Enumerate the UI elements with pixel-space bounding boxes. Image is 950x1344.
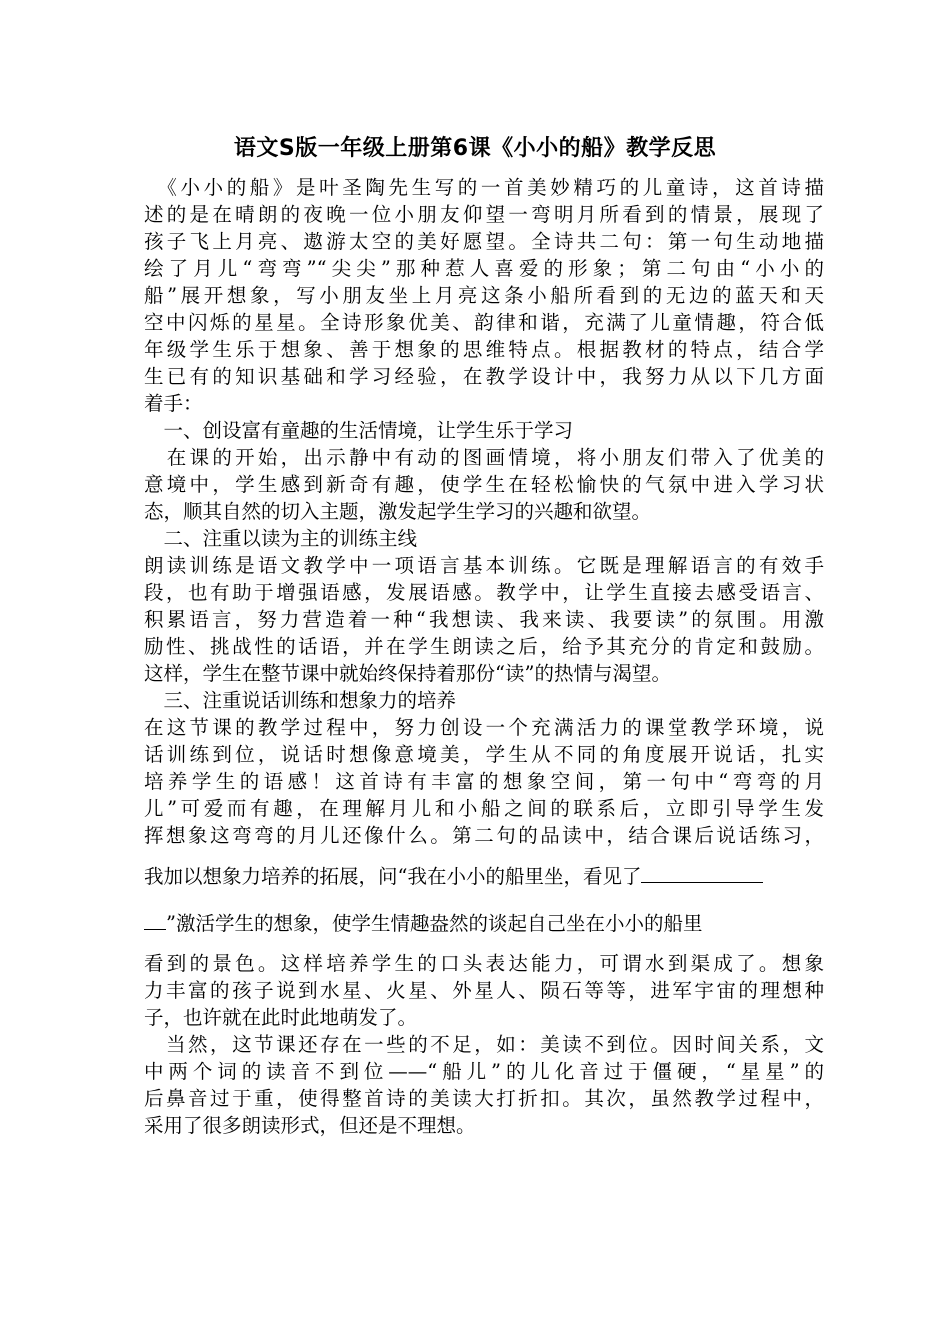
document-title: 语文S版一年级上册第6课《小小的船》教学反思 bbox=[233, 136, 717, 161]
paragraph-line: 培养学生的语感！这首诗有丰富的想象空间，第一句中“弯弯的月 bbox=[144, 770, 824, 793]
paragraph-line: 这样，学生在整节课中就始终保持着那份“读”的热情与渴望。 bbox=[144, 662, 671, 685]
paragraph-line: 看到的景色。这样培养学生的口头表达能力，可谓水到渠成了。想象 bbox=[144, 952, 824, 975]
paragraph-line: 儿”可爱而有趣，在理解月儿和小船之间的联系后，立即引导学生发 bbox=[144, 797, 824, 820]
paragraph-line: 在课的开始，出示静中有动的图画情境，将小朋友们带入了优美的 bbox=[144, 446, 824, 469]
fill-in-blank bbox=[144, 909, 166, 930]
paragraph-line: 年级学生乐于想象、善于想象的思维特点。根据教材的特点，结合学 bbox=[144, 338, 824, 361]
paragraph-line: 励性、挑战性的话语，并在学生朗读之后，给予其充分的肯定和鼓励。 bbox=[144, 635, 824, 658]
paragraph-line: 船”展开想象，写小朋友坐上月亮这条小船所看到的无边的蓝天和天 bbox=[144, 284, 824, 307]
paragraph-line: 在这节课的教学过程中，努力创设一个充满活力的课堂教学环境，说 bbox=[144, 716, 824, 739]
paragraph-line: 朗读训练是语文教学中一项语言基本训练。它既是理解语言的有效手 bbox=[144, 554, 824, 577]
paragraph-line: 力丰富的孩子说到水星、火星、外星人、陨石等等，进军宇宙的理想种 bbox=[144, 979, 824, 1002]
paragraph-line: 采用了很多朗读形式，但还是不理想。 bbox=[144, 1114, 476, 1137]
paragraph-line: 生已有的知识基础和学习经验，在教学设计中，我努力从以下几方面 bbox=[144, 365, 824, 388]
paragraph-line: 当然，这节课还存在一些的不足，如：美读不到位。因时间关系，文 bbox=[144, 1033, 824, 1056]
paragraph-text: ”激活学生的想象，使学生情趣盎然的谈起自己坐在小小的船里 bbox=[166, 912, 703, 935]
paragraph-line: 孩子飞上月亮、遨游太空的美好愿望。全诗共二句：第一句生动地描 bbox=[144, 230, 824, 253]
paragraph-line: 绘了月儿“弯弯”“尖尖”那种惹人喜爱的形象；第二句由“小小的 bbox=[144, 257, 824, 280]
paragraph-line: 挥想象这弯弯的月儿还像什么。第二句的品读中，结合课后说话练习， bbox=[144, 824, 824, 847]
paragraph-line-with-blank bbox=[144, 862, 824, 890]
paragraph-line: 话训练到位，说话时想像意境美，学生从不同的角度展开说话，扎实 bbox=[144, 743, 824, 766]
paragraph-line: 着手： bbox=[144, 392, 203, 415]
paragraph-line: 空中闪烁的星星。全诗形象优美、韵律和谐，充满了儿童情趣，符合低 bbox=[144, 311, 824, 334]
paragraph-line: 《小小的船》是叶圣陶先生写的一首美妙精巧的儿童诗，这首诗描 bbox=[144, 176, 824, 199]
paragraph-line: 积累语言，努力营造着一种“我想读、我来读、我要读”的氛围。用激 bbox=[144, 608, 824, 631]
paragraph-line: 述的是在晴朗的夜晚一位小朋友仰望一弯明月所看到的情景，展现了 bbox=[144, 203, 824, 226]
section-heading: 二、注重以读为主的训练主线 bbox=[144, 527, 418, 550]
paragraph-line: 后鼻音过于重，使得整首诗的美读大打折扣。其次，虽然教学过程中， bbox=[144, 1087, 824, 1110]
paragraph-line: 态，顺其自然的切入主题，激发起学生学习的兴趣和欲望。 bbox=[144, 500, 652, 523]
section-heading: 一、创设富有童趣的生活情境，让学生乐于学习 bbox=[144, 419, 574, 442]
paragraph-line-with-blank bbox=[144, 909, 824, 937]
paragraph-line: 意境中，学生感到新奇有趣，使学生在轻松愉快的气氛中进入学习状 bbox=[144, 473, 824, 496]
paragraph-line: 段，也有助于增强语感，发展语感。教学中，让学生直接去感受语言、 bbox=[144, 581, 824, 604]
paragraph-text: 我加以想象力培养的拓展，问“我在小小的船里坐，看见了 bbox=[144, 865, 642, 888]
section-heading: 三、注重说话训练和想象力的培养 bbox=[144, 689, 457, 712]
paragraph-line: 中两个词的读音不到位——“船儿”的儿化音过于僵硬，“星星”的 bbox=[144, 1060, 824, 1083]
paragraph-line: 子，也许就在此时此地萌发了。 bbox=[144, 1006, 418, 1029]
fill-in-blank bbox=[641, 862, 763, 883]
